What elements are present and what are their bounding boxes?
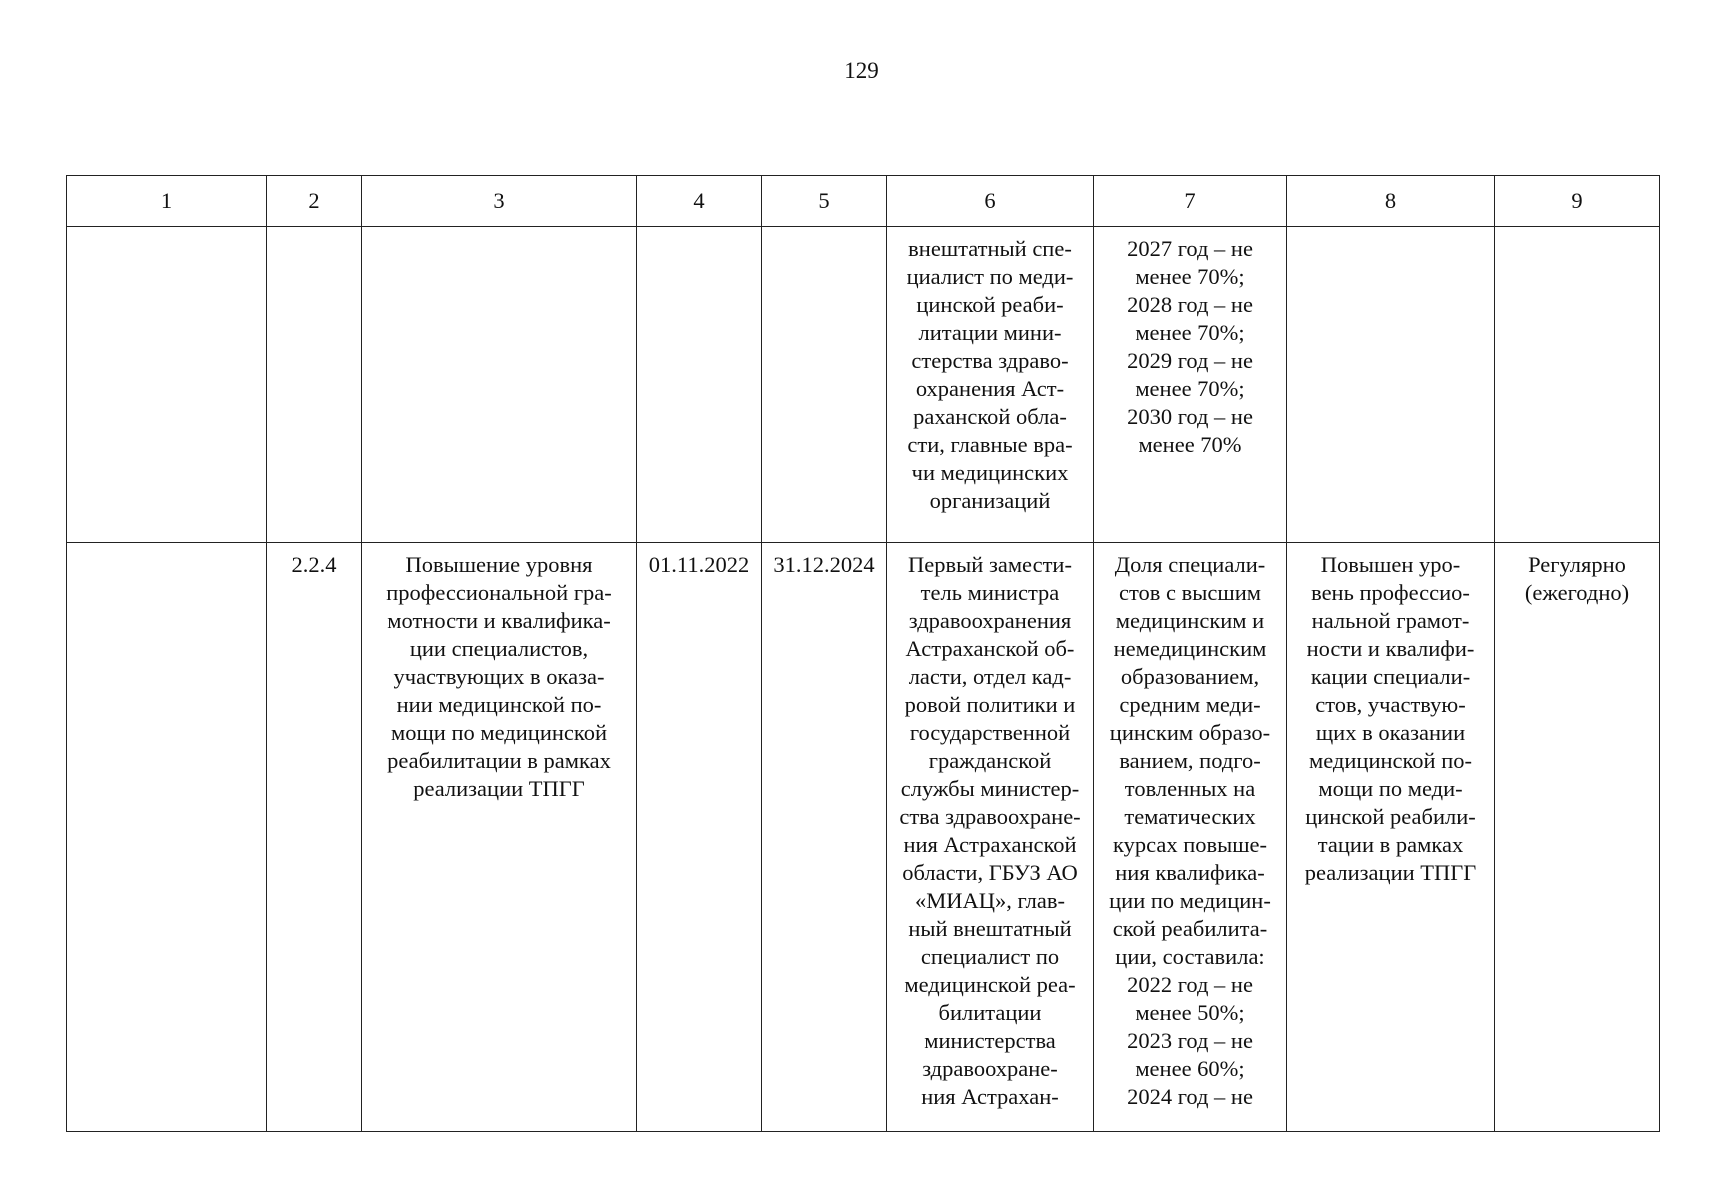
column-header: 5 [762,176,887,227]
table-header-row [67,176,1660,227]
indicator-cell: 2027 год – не менее 70%; 2028 год – не менее 70%; 2029 год – не менее 70%; 2030 год – не менее 70% [1094,227,1287,543]
column-header: 2 [267,176,362,227]
table-cell [1495,227,1660,543]
measure-name-cell: Повышение уровня профессиональной гра- мотности и квалифика- ции специалистов, участвующих в оказа- нии медицинской по- мощи по медицинской реабилитации в рамках реализации ТПГГ [362,543,637,1132]
column-header: 6 [887,176,1094,227]
result-cell: Повышен уро- вень профессио- нальной грамот- ности и квалифи- кации специали- стов, участвую- щих в оказании медицинской по- мощи по меди- цинской реабили- тации в рамках реализации ТПГГ [1287,543,1495,1132]
table-cell [67,227,267,543]
table-cell [637,227,762,543]
table-row [67,543,1660,1132]
end-date-cell: 31.12.2024 [762,543,887,1132]
responsible-cell: Первый замести- тель министра здравоохранения Астраханской об- ласти, отдел кад- ровой политики и государственной гражданской службы министер- ства здравоохране- ния Астраханской области, ГБУЗ АО «МИАЦ», глав- ный внештатный специалист по медицинской реа- билитации министерства здравоохране- ния Астрахан- [887,543,1094,1132]
table-row [67,227,1660,543]
column-header: 1 [67,176,267,227]
column-header: 3 [362,176,637,227]
start-date-cell: 01.11.2022 [637,543,762,1132]
responsible-cell: внештатный спе- циалист по меди- цинской реаби- литации мини- стерства здраво- охранения Аст- раханской обла- сти, главные вра- чи медицинских организаций [887,227,1094,543]
item-number-cell: 2.2.4 [267,543,362,1132]
table-cell [362,227,637,543]
table-cell [67,543,267,1132]
measures-table [66,175,1660,1132]
column-header: 9 [1495,176,1660,227]
column-header: 4 [637,176,762,227]
table-cell [267,227,362,543]
column-header: 8 [1287,176,1495,227]
column-header: 7 [1094,176,1287,227]
indicator-cell: Доля специали- стов с высшим медицинским и немедицинским образованием, средним меди- цинским образо- ванием, подго- товленных на тематических курсах повыше- ния квалифика- ции по медицин- ской реабилита- ции, составила: 2022 год – не менее 50%; 2023 год – не менее 60%; 2024 год – не [1094,543,1287,1132]
table-cell [1287,227,1495,543]
table-cell [762,227,887,543]
frequency-cell: Регулярно (ежегодно) [1495,543,1660,1132]
page-number: 129 [844,58,879,83]
